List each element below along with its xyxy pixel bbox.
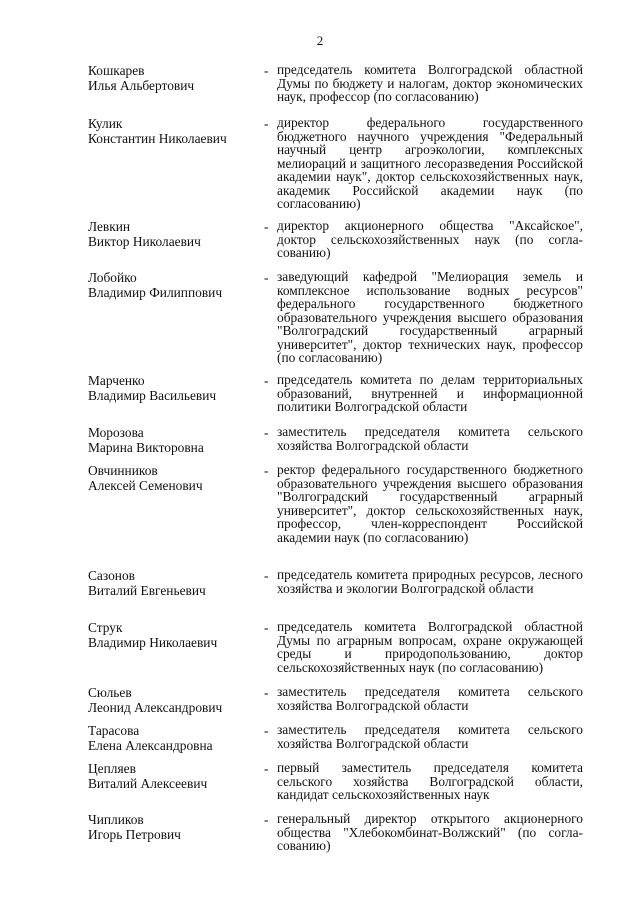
member-name <box>88 812 258 842</box>
member-surname: Кулик <box>88 116 123 131</box>
member-position: генеральный директор открытого акционерного общества "Хлебокомбинат-Волжский" (по согласованию) <box>277 811 583 853</box>
member-position: ректор федерального государственного бюджетного образовательного учреждения высшего образования "Волгоградский государственный аграрный университет", доктор сельскохозяйственных наук, профессор, член-корреспондент Российской академии наук (по согласованию) <box>277 462 583 545</box>
member-given-names: Леонид Александрович <box>88 700 223 715</box>
member-name <box>88 568 258 598</box>
separator-dash: - <box>264 373 269 388</box>
member-position: заместитель председателя комитета сельского хозяйства Волгоградской области <box>277 684 583 713</box>
member-surname: Морозова <box>88 425 144 440</box>
page-number: 2 <box>316 33 324 48</box>
member-given-names: Илья Альбертович <box>88 78 195 93</box>
member-name <box>88 219 258 249</box>
member-position: директор федерального государственного бюджетного научного учреждения "Федеральный научный центр агроэкологии, комплексных мелиораций и защитного лесоразведения Российской академии наук", доктор сельскохозяйственных наук, академик Российской академии наук (по согласованию) <box>277 115 583 211</box>
member-given-names: Марина Викторовна <box>88 440 204 455</box>
member-surname: Чипликов <box>88 812 144 827</box>
separator-dash: - <box>264 568 269 583</box>
member-name <box>88 620 258 650</box>
member-surname: Левкин <box>88 219 131 234</box>
member-given-names: Владимир Филиппович <box>88 285 223 300</box>
member-name <box>88 116 258 146</box>
member-given-names: Виталий Алексеевич <box>88 776 208 791</box>
member-name <box>88 63 258 93</box>
member-given-names: Константин Николаевич <box>88 131 227 146</box>
member-name <box>88 270 258 300</box>
member-position: первый заместитель председателя комитета сельского хозяйства Волгоградской области, кандидат сельскохозяйственных наук <box>277 760 583 802</box>
member-given-names: Елена Александровна <box>88 738 213 753</box>
member-surname: Лобойко <box>88 270 137 285</box>
member-position: заместитель председателя комитета сельского хозяйства Волгоградской области <box>277 722 583 751</box>
member-given-names: Игорь Петрович <box>88 827 181 842</box>
member-position: заместитель председателя комитета сельского хозяйства Волгоградской области <box>277 424 583 453</box>
member-position: председатель комитета природных ресурсов, лесного хозяйства и экологии Волгоградской области <box>277 567 583 596</box>
member-name <box>88 373 258 403</box>
member-surname: Кошкарев <box>88 63 145 78</box>
member-surname: Цепляев <box>88 761 136 776</box>
separator-dash: - <box>264 63 269 78</box>
member-given-names: Владимир Николаевич <box>88 635 218 650</box>
member-surname: Струк <box>88 620 123 635</box>
separator-dash: - <box>264 270 269 285</box>
separator-dash: - <box>264 219 269 234</box>
separator-dash: - <box>264 425 269 440</box>
member-name <box>88 425 258 455</box>
member-surname: Сазонов <box>88 568 135 583</box>
member-name <box>88 761 258 791</box>
member-surname: Овчинников <box>88 463 158 478</box>
member-position: председатель комитета Волгоградской областной Думы по аграрным вопросам, охране окружающей среды и природопользованию, доктор сельскохозяйственных наук (по согласованию) <box>277 619 583 675</box>
member-position: председатель комитета по делам территориальных образований, внутренней и информационной политики Волгоградской области <box>277 372 583 414</box>
member-given-names: Алексей Семенович <box>88 478 203 493</box>
member-surname: Тарасова <box>88 723 140 738</box>
member-surname: Марченко <box>88 373 145 388</box>
separator-dash: - <box>264 812 269 827</box>
member-position: председатель комитета Волгоградской областной Думы по бюджету и налогам, доктор экономических наук, профессор (по согласованию) <box>277 62 583 104</box>
member-name <box>88 723 258 753</box>
member-name <box>88 685 258 715</box>
member-position: заведующий кафедрой "Мелиорация земель и комплексное использование водных ресурсов" федерального государственного бюджетного образовательного учреждения высшего образования "Волгоградский государственный аграрный университет", доктор технических наук, профессор (по согласованию) <box>277 269 583 365</box>
member-name <box>88 463 258 493</box>
member-given-names: Владимир Васильевич <box>88 388 217 403</box>
separator-dash: - <box>264 116 269 131</box>
separator-dash: - <box>264 463 269 478</box>
separator-dash: - <box>264 620 269 635</box>
member-given-names: Виктор Николаевич <box>88 234 201 249</box>
member-given-names: Виталий Евгеньевич <box>88 583 206 598</box>
member-surname: Сюльев <box>88 685 132 700</box>
member-position: директор акционерного общества "Аксайское", доктор сельскохозяйственных наук (по согласованию) <box>277 218 583 260</box>
separator-dash: - <box>264 761 269 776</box>
separator-dash: - <box>264 723 269 738</box>
separator-dash: - <box>264 685 269 700</box>
